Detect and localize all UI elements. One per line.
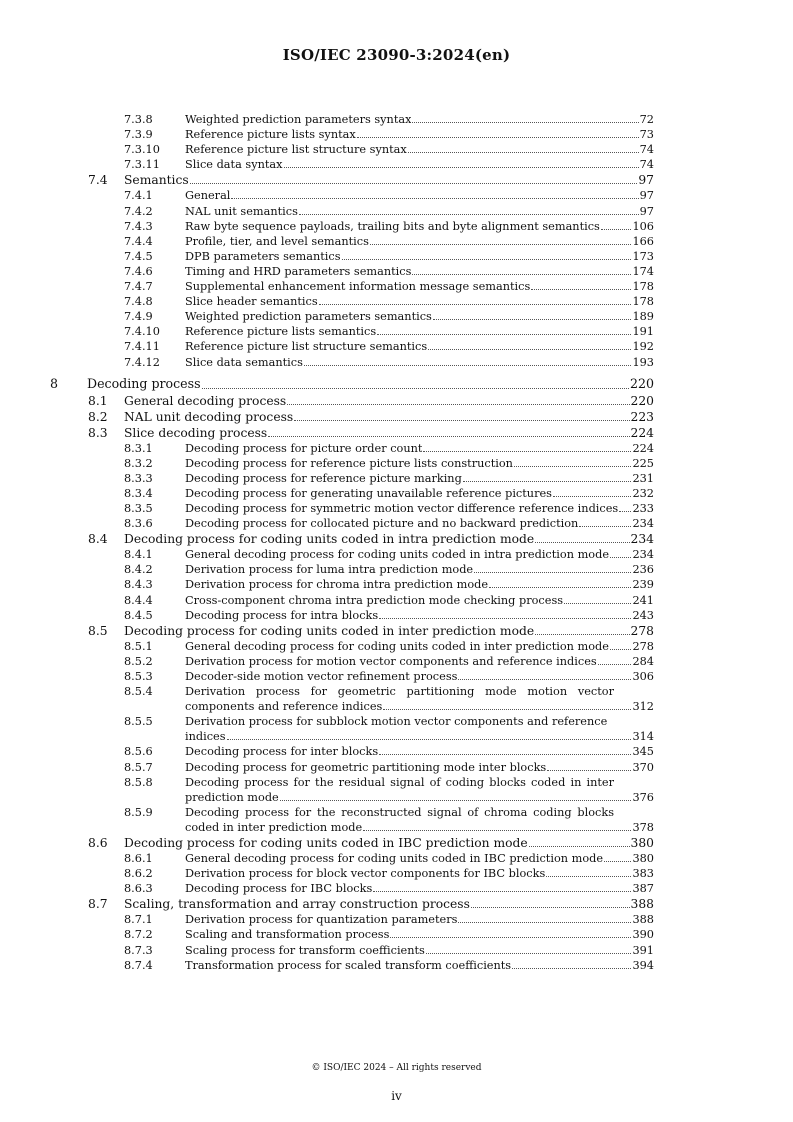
- toc-entry[interactable]: [0, 279, 793, 294]
- toc-entry-title: Decoding process for collocated picture and no backward prediction: [185, 517, 579, 531]
- toc-entry-number: 8: [50, 375, 59, 391]
- toc-entry-title: Decoding process for inter blocks: [185, 745, 379, 759]
- toc-entry[interactable]: [0, 516, 793, 531]
- toc-entry[interactable]: [0, 204, 793, 219]
- toc-entry[interactable]: [0, 501, 793, 516]
- toc-leader-dots: [564, 603, 631, 604]
- toc-leader-dots: [408, 152, 639, 153]
- toc-leader-dots: [190, 183, 637, 184]
- toc-entry-page: 97: [638, 173, 654, 188]
- toc-entry[interactable]: [0, 249, 793, 264]
- toc-entry[interactable]: [0, 409, 793, 425]
- toc-entry-page: 224: [632, 441, 654, 455]
- copyright-footer: © ISO/IEC 2024 – All rights reserved: [311, 1063, 482, 1073]
- toc-leader-dots: [383, 709, 631, 710]
- toc-leader-dots: [604, 861, 631, 862]
- toc-entry[interactable]: [0, 593, 793, 608]
- toc-leader-dots: [363, 830, 631, 831]
- toc-entry-title: Slice header semantics: [185, 295, 318, 309]
- toc-entry-page: 234: [632, 548, 654, 562]
- toc-leader-dots: [512, 968, 631, 969]
- toc-leader-dots: [227, 739, 631, 740]
- toc-entry-title: General: [185, 189, 231, 203]
- toc-entry[interactable]: [0, 309, 793, 324]
- toc-entry[interactable]: [0, 375, 793, 393]
- toc-leader-dots: [342, 259, 631, 260]
- toc-entry[interactable]: [0, 577, 793, 592]
- page-number: iv: [391, 1089, 402, 1103]
- toc-entry-number: 7.3.10: [124, 143, 160, 157]
- toc-entry-number: 7.4.12: [124, 355, 160, 369]
- toc-leader-dots: [610, 557, 631, 558]
- toc-entry-page: 378: [632, 820, 654, 834]
- toc-entry-number: 8.6.2: [124, 867, 153, 881]
- toc-leader-dots: [294, 420, 630, 421]
- toc-leader-dots: [319, 304, 631, 305]
- toc-entry-number: 8.5.2: [124, 654, 153, 668]
- toc-entry-number: 8.3.4: [124, 486, 153, 500]
- toc-leader-dots: [553, 496, 631, 497]
- toc-entry-page: 383: [632, 867, 654, 881]
- toc-leader-dots: [370, 244, 631, 245]
- toc-entry-number: 8.4.4: [124, 593, 153, 607]
- toc-entry-page: 306: [632, 669, 654, 683]
- toc-entry-page: 376: [632, 790, 654, 804]
- toc-entry[interactable]: [0, 456, 793, 471]
- toc-entry[interactable]: [0, 927, 793, 942]
- toc-entry-number: 8.5.1: [124, 639, 153, 653]
- toc-leader-dots: [423, 451, 631, 452]
- toc-entry[interactable]: [0, 835, 793, 851]
- toc-entry[interactable]: [0, 669, 793, 684]
- toc-entry-title: Decoding process for geometric partitioning mode inter blocks: [185, 760, 547, 774]
- toc-entry[interactable]: [0, 943, 793, 958]
- toc-entry-title: Decoder-side motion vector refinement process: [185, 669, 458, 683]
- toc-entry[interactable]: [0, 441, 793, 456]
- toc-leader-dots: [304, 365, 631, 366]
- toc-entry-number: 8.4.2: [124, 563, 153, 577]
- toc-entry-title: Reference picture list structure semantics: [185, 340, 428, 354]
- toc-entry-number: 7.4.8: [124, 295, 153, 309]
- toc-entry-continuation[interactable]: [0, 790, 793, 805]
- toc-leader-dots: [379, 618, 631, 619]
- toc-entry-number: 8.3.5: [124, 502, 153, 515]
- toc-leader-dots: [428, 349, 631, 350]
- toc-entry-number: 7.4.7: [124, 280, 153, 293]
- toc-entry-page: 380: [632, 852, 654, 865]
- toc-entry-page: 345: [632, 745, 654, 759]
- toc-entry-page: 388: [630, 897, 654, 912]
- toc-entry-page: 387: [632, 882, 654, 896]
- toc-entry-number: 7.4.6: [124, 264, 153, 278]
- toc-entry-number: 8.6: [88, 836, 108, 850]
- toc-entry[interactable]: [0, 157, 793, 172]
- toc-entry-number: 7.3.8: [124, 113, 153, 126]
- toc-entry-title: Semantics: [124, 173, 189, 188]
- toc-entry-title: Decoding process for generating unavailable reference pictures: [185, 486, 552, 500]
- toc-entry[interactable]: [0, 881, 793, 896]
- toc-leader-dots: [202, 388, 629, 389]
- toc-leader-dots: [601, 229, 631, 230]
- toc-entry-title: Derivation process for chroma intra prediction mode: [185, 578, 489, 592]
- toc-leader-dots: [535, 542, 630, 543]
- toc-entry-title: Weighted prediction parameters syntax: [185, 113, 412, 126]
- toc-entry-title: Derivation process for motion vector components and reference indices: [185, 654, 597, 668]
- toc-leader-dots: [231, 198, 639, 199]
- toc-entry-title: Weighted prediction parameters semantics: [185, 310, 432, 324]
- toc-entry-page: 193: [632, 355, 654, 369]
- toc-entry[interactable]: [0, 654, 793, 669]
- toc-entry-title: Derivation process for quantization parameters: [185, 913, 458, 927]
- toc-entry-page: 72: [639, 113, 654, 126]
- toc-leader-dots: [619, 511, 631, 512]
- toc-entry-continuation[interactable]: [0, 699, 793, 714]
- toc-entry-title: Decoding process for IBC blocks: [185, 882, 373, 896]
- toc-entry-title: Cross-component chroma intra prediction mode checking process: [185, 593, 564, 607]
- toc-entry[interactable]: [0, 112, 793, 127]
- toc-entry-number: 8.3.1: [124, 441, 153, 455]
- toc-leader-dots: [412, 274, 631, 275]
- toc-entry[interactable]: [0, 486, 793, 501]
- toc-entry-number: 8.5.5: [124, 715, 153, 729]
- toc-entry-page: 239: [632, 578, 654, 592]
- toc-entry-page: 380: [630, 836, 654, 850]
- toc-entry-number: 8.7.4: [124, 958, 153, 972]
- toc-entry-title: General decoding process: [124, 393, 287, 408]
- toc-entry-number: 8.4.1: [124, 548, 153, 562]
- toc-entry-number: 8.7.3: [124, 943, 153, 957]
- toc-leader-dots: [357, 137, 639, 138]
- toc-entry-page: 278: [630, 623, 654, 638]
- toc-entry[interactable]: [0, 744, 793, 759]
- toc-entry[interactable]: [0, 547, 793, 562]
- toc-entry-number: 8.3: [88, 425, 108, 440]
- toc-entry[interactable]: [0, 562, 793, 577]
- toc-entry[interactable]: [0, 339, 793, 354]
- toc-entry-number: 7.4.10: [124, 325, 160, 339]
- toc-entry[interactable]: [0, 775, 793, 790]
- toc-leader-dots: [280, 800, 631, 801]
- toc-entry-title: Slice data semantics: [185, 355, 303, 369]
- toc-entry[interactable]: [0, 912, 793, 927]
- toc-leader-dots: [390, 937, 631, 938]
- toc-leader-dots: [463, 481, 631, 482]
- toc-entry-page: 223: [630, 409, 654, 424]
- toc-entry-page: 284: [632, 654, 654, 668]
- toc-entry[interactable]: [0, 264, 793, 279]
- toc-entry-page: 166: [632, 234, 654, 248]
- toc-entry-page: 233: [632, 502, 654, 515]
- toc-entry-title: Raw byte sequence payloads, trailing bits and byte alignment semantics: [185, 219, 600, 233]
- toc-entry-title: Profile, tier, and level semantics: [185, 234, 369, 248]
- toc-entry-number: 8.2: [88, 409, 108, 424]
- toc-entry-title: NAL unit decoding process: [124, 409, 294, 424]
- toc-entry-number: 8.3.2: [124, 456, 153, 470]
- toc-entry-page: 74: [639, 158, 654, 172]
- toc-entry[interactable]: [0, 958, 793, 973]
- document-header: ISO/IEC 23090-3:2024(en): [282, 46, 511, 64]
- toc-entry-title: Derivation process for luma intra prediction mode: [185, 563, 474, 577]
- toc-leader-dots: [284, 167, 639, 168]
- toc-entry-title-line1: Derivation process for geometric partitioning mode motion vector: [185, 685, 614, 698]
- toc-entry-number: 8.5.7: [124, 760, 153, 774]
- toc-entry[interactable]: [0, 425, 793, 441]
- toc-entry[interactable]: [0, 219, 793, 234]
- toc-entry-title-line1: Decoding process for the residual signal of coding blocks coded in inter: [185, 775, 614, 789]
- toc-entry-title: General decoding process for coding units coded in inter prediction mode: [185, 639, 609, 653]
- toc-entry-title: Timing and HRD parameters semantics: [185, 264, 412, 278]
- toc-leader-dots: [458, 679, 631, 680]
- toc-entry-page: 189: [632, 310, 654, 324]
- toc-entry-number: 7.3.11: [124, 158, 160, 172]
- toc-entry-page: 391: [632, 943, 654, 957]
- toc-entry[interactable]: [0, 714, 793, 729]
- toc-entry-number: 7.4: [88, 173, 108, 188]
- toc-entry-page: 174: [632, 264, 654, 278]
- toc-entry-number: 8.5.4: [124, 685, 153, 698]
- toc-entry-title: Supplemental enhancement information message semantics: [185, 280, 531, 293]
- toc-leader-dots: [379, 754, 631, 755]
- toc-entry-number: 7.3.9: [124, 128, 153, 142]
- toc-entry-page: 191: [632, 325, 654, 339]
- toc-entry-title: Reference picture list structure syntax: [185, 143, 407, 157]
- toc-entry-number: 8.4.5: [124, 608, 153, 622]
- toc-entry-title: Derivation process for block vector components for IBC blocks: [185, 867, 546, 881]
- toc-entry[interactable]: [0, 294, 793, 309]
- toc-entry[interactable]: [0, 639, 793, 654]
- toc-entry-title: Decoding process for reference picture lists construction: [185, 456, 513, 470]
- toc-entry-number: 8.7.2: [124, 928, 153, 942]
- toc-leader-dots: [373, 891, 631, 892]
- toc-entry-number: 8.1: [88, 393, 108, 408]
- toc-entry[interactable]: [0, 760, 793, 775]
- toc-entry-title: Slice data syntax: [185, 158, 283, 172]
- toc-entry-number: 7.4.5: [124, 249, 153, 263]
- toc-entry-number: 8.3.3: [124, 471, 153, 485]
- toc-leader-dots: [377, 334, 631, 335]
- toc-entry-number: 8.4.3: [124, 578, 153, 592]
- toc-entry-title: Decoding process for coding units coded in IBC prediction mode: [124, 836, 528, 850]
- toc-entry-number: 8.5: [88, 623, 108, 638]
- toc-entry-number: 8.6.3: [124, 882, 153, 896]
- toc-entry-title-line2: coded in inter prediction mode: [185, 820, 363, 834]
- toc-entry-page: 312: [632, 700, 654, 714]
- toc-entry[interactable]: [0, 393, 793, 409]
- toc-entry-title: Decoding process for coding units coded in intra prediction mode: [124, 532, 535, 547]
- toc-entry-number: 7.4.11: [124, 340, 160, 354]
- toc-entry-page: 394: [632, 958, 654, 972]
- toc-entry[interactable]: [0, 608, 793, 623]
- toc-entry[interactable]: [0, 188, 793, 203]
- toc-leader-dots: [471, 907, 630, 908]
- toc-entry-title: Scaling process for transform coefficients: [185, 943, 425, 957]
- toc-entry-number: 7.4.3: [124, 219, 153, 233]
- toc-entry-title: General decoding process for coding units coded in IBC prediction mode: [185, 852, 604, 865]
- toc-leader-dots: [610, 649, 631, 650]
- toc-entry-title: Scaling, transformation and array construction process: [124, 897, 470, 912]
- toc-leader-dots: [514, 466, 631, 467]
- toc-entry-page: 243: [632, 608, 654, 622]
- toc-entry-page: 232: [632, 486, 654, 500]
- toc-entry-title: NAL unit semantics: [185, 204, 298, 218]
- toc-entry-title: Decoding process for coding units coded in inter prediction mode: [124, 623, 535, 638]
- toc-entry[interactable]: [0, 896, 793, 912]
- toc-entry-number: 8.5.6: [124, 745, 153, 759]
- toc-leader-dots: [535, 634, 630, 635]
- toc-entry-page: 106: [632, 219, 654, 233]
- toc-leader-dots: [458, 922, 631, 923]
- toc-entry-title-line1: Decoding process for the reconstructed signal of chroma coding blocks: [185, 805, 614, 819]
- toc-entry-page: 231: [632, 471, 654, 485]
- toc-leader-dots: [529, 846, 630, 847]
- toc-leader-dots: [474, 572, 631, 573]
- toc-entry[interactable]: [0, 623, 793, 639]
- toc-entry-page: 97: [639, 189, 654, 203]
- toc-entry[interactable]: [0, 866, 793, 881]
- toc-entry-title: Reference picture lists syntax: [185, 128, 356, 142]
- toc-entry[interactable]: [0, 172, 793, 188]
- toc-entry-title: General decoding process for coding units coded in intra prediction mode: [185, 548, 610, 562]
- toc-entry-title: Slice decoding process: [124, 425, 268, 440]
- toc-entry-number: 7.4.9: [124, 310, 153, 324]
- toc-leader-dots: [268, 436, 630, 437]
- toc-entry-title: Decoding process for intra blocks: [185, 608, 379, 622]
- toc-entry-number: 8.3.6: [124, 517, 153, 531]
- toc-entry-number: 7.4.2: [124, 204, 153, 218]
- toc-entry-number: 7.4.1: [124, 189, 153, 203]
- toc-entry[interactable]: [0, 531, 793, 547]
- toc-entry-page: 192: [632, 340, 654, 354]
- toc-entry-title: Scaling and transformation process: [185, 928, 390, 942]
- toc-entry-page: 220: [630, 393, 654, 408]
- toc-entry-page: 224: [630, 425, 654, 440]
- toc-entry-number: 8.6.1: [124, 852, 153, 865]
- toc-entry-title-line1: Derivation process for subblock motion vector components and reference: [185, 715, 608, 729]
- toc-leader-dots: [531, 289, 631, 290]
- toc-entry-title-line2: prediction mode: [185, 790, 279, 804]
- toc-entry-page: 178: [632, 295, 654, 309]
- toc-entry-number: 8.5.3: [124, 669, 153, 683]
- toc-entry-title-line2: indices: [185, 730, 226, 744]
- toc-leader-dots: [598, 664, 631, 665]
- toc-entry-number: 8.4: [88, 532, 108, 547]
- toc-entry-title: Decoding process for reference picture marking: [185, 471, 462, 485]
- toc-entry-title: Reference picture lists semantics: [185, 325, 377, 339]
- toc-entry-page: 220: [629, 375, 654, 391]
- toc-entry-page: 225: [632, 456, 654, 470]
- toc-entry-page: 74: [639, 143, 654, 157]
- toc-entry-title: Decoding process: [87, 375, 201, 391]
- toc-entry-title: Decoding process for symmetric motion vector difference reference indices: [185, 502, 619, 515]
- toc-entry-page: 278: [632, 639, 654, 653]
- toc-entry[interactable]: [0, 127, 793, 142]
- toc-entry-page: 390: [632, 928, 654, 942]
- toc-entry[interactable]: [0, 805, 793, 820]
- toc-entry-title: Transformation process for scaled transform coefficients: [185, 958, 512, 972]
- toc-entry-title-line2: components and reference indices: [185, 700, 383, 714]
- toc-entry-page: 388: [632, 913, 654, 927]
- toc-leader-dots: [547, 770, 631, 771]
- toc-entry-page: 236: [632, 563, 654, 577]
- toc-entry[interactable]: [0, 355, 793, 370]
- toc-entry[interactable]: [0, 684, 793, 699]
- toc-entry[interactable]: [0, 471, 793, 486]
- toc-entry-page: 234: [632, 517, 654, 531]
- toc-leader-dots: [412, 122, 639, 123]
- toc-entry[interactable]: [0, 234, 793, 249]
- toc-entry-title: Decoding process for picture order count: [185, 441, 423, 455]
- toc-entry-page: 234: [630, 532, 654, 547]
- toc-entry-page: 173: [632, 249, 654, 263]
- toc-entry-number: 8.5.9: [124, 805, 153, 819]
- toc-leader-dots: [299, 214, 639, 215]
- toc-entry-page: 178: [632, 280, 654, 293]
- toc-entry-continuation[interactable]: [0, 729, 793, 744]
- toc-leader-dots: [489, 587, 631, 588]
- toc-entry-page: 73: [639, 128, 654, 142]
- toc-leader-dots: [287, 404, 630, 405]
- toc-entry-continuation[interactable]: [0, 820, 793, 835]
- toc-entry-number: 8.7.1: [124, 913, 153, 927]
- toc-entry-page: 370: [632, 760, 654, 774]
- toc-entry[interactable]: [0, 851, 793, 866]
- toc-entry-page: 314: [632, 730, 654, 744]
- toc-entry[interactable]: [0, 142, 793, 157]
- toc-entry-page: 97: [639, 204, 654, 218]
- toc-leader-dots: [546, 876, 631, 877]
- toc-entry-title: DPB parameters semantics: [185, 249, 341, 263]
- toc-entry-number: 7.4.4: [124, 234, 153, 248]
- toc-leader-dots: [433, 319, 631, 320]
- toc-entry-page: 241: [632, 593, 654, 607]
- toc-entry-number: 8.5.8: [124, 775, 153, 789]
- toc-entry-number: 8.7: [88, 897, 108, 912]
- toc-entry[interactable]: [0, 324, 793, 339]
- toc-leader-dots: [426, 953, 631, 954]
- toc-leader-dots: [579, 526, 631, 527]
